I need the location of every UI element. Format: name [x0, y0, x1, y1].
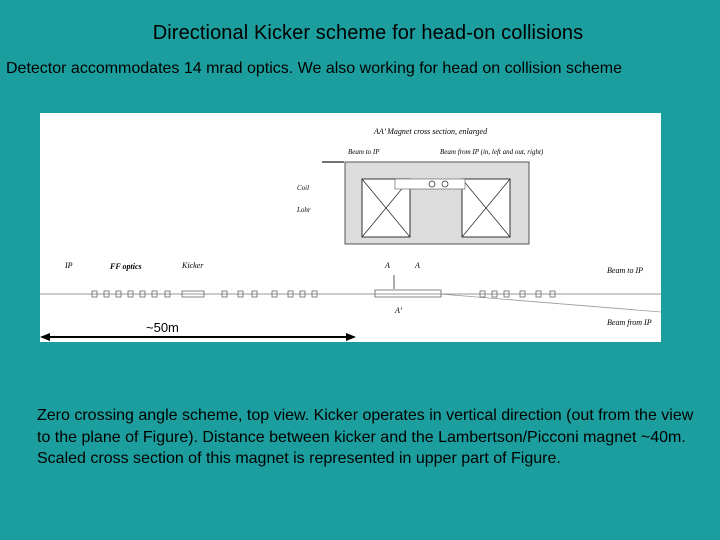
slide-title: Directional Kicker scheme for head-on collisions: [152, 22, 584, 44]
beam-to-ip-top-label: Beam to IP: [348, 148, 380, 156]
beam-aperture-in: [429, 181, 435, 187]
distance-label: ~50m: [146, 320, 179, 335]
beam-aperture-out: [442, 181, 448, 187]
kicker-label: Kicker: [182, 261, 204, 270]
distance-arrow-left: [40, 333, 50, 341]
beam-from-ip-top-label: Beam from IP (in, left and out, right): [440, 148, 544, 156]
ff-optics-label: FF optics: [110, 262, 142, 271]
section-a-left-label: A: [385, 261, 390, 270]
section-title-label: AA’ Magnet cross section, enlarged: [374, 127, 488, 136]
section-a-prime-label: A’: [395, 306, 403, 315]
slide-subtitle: Detector accommodates 14 mrad optics. We also working for head on collision scheme: [6, 60, 622, 77]
yoke-label: Lohr: [297, 206, 311, 214]
figure-caption: Zero crossing angle scheme, top view. Kicker operates in vertical direction (out from the view to the plane of Figure). Distance between kicker and the Lambertson/Picconi magnet ~40m. Scaled cross section of this magnet is represented in upper part of Figure.: [37, 407, 694, 467]
section-a-right-label: A: [415, 261, 420, 270]
beam-from-ip-label: Beam from IP: [607, 318, 652, 327]
distance-arrow-right: [346, 333, 356, 341]
coil-label: Coil: [297, 184, 310, 192]
beam-to-ip-label: Beam to IP: [607, 266, 643, 275]
scheme-diagram: [40, 113, 661, 342]
scheme-figure: [40, 113, 661, 342]
ip-label: IP: [65, 261, 73, 270]
